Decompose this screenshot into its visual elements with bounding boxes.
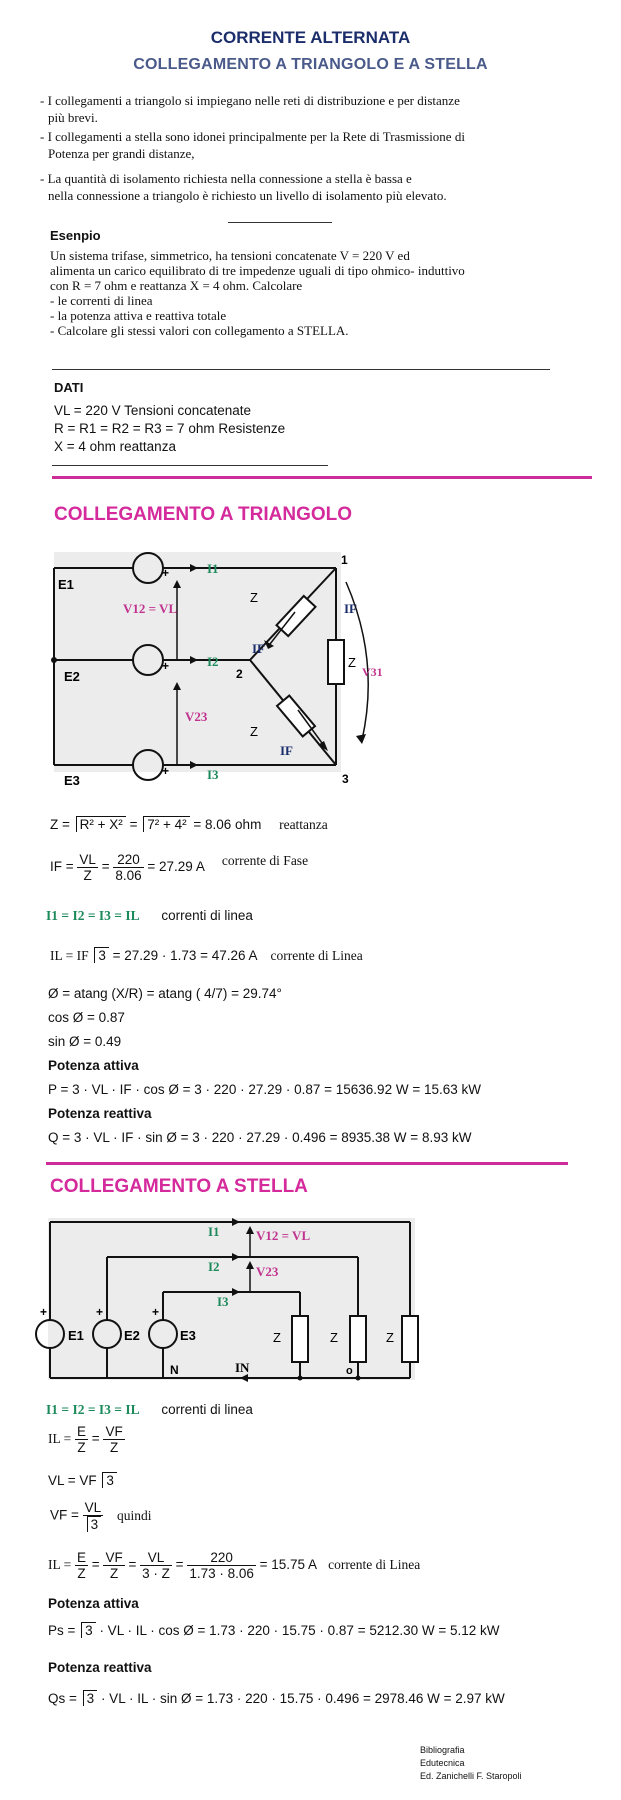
star-label-v12: V12 = VL: [256, 1228, 311, 1243]
label-if-right: IF: [344, 601, 357, 616]
formula-reactive-power: Q = 3 · VL · IF · sin Ø = 3 · 220 · 27.29 · 0.496 = 8935.38 W = 8.93 kW: [48, 1130, 472, 1145]
reactive-power-title: Potenza reattiva: [48, 1106, 152, 1121]
star-label-e3: E3: [180, 1328, 196, 1343]
star-plus-2: +: [96, 1305, 104, 1319]
star-circuit-diagram: [40, 1212, 430, 1387]
formula-sin: sin Ø = 0.49: [48, 1034, 122, 1049]
star-label-o: o: [346, 1365, 353, 1377]
divider-dati: [52, 465, 328, 466]
formula-line-currents: I1 = I2 = I3 = IL correnti di linea: [46, 908, 253, 923]
active-power-title: Potenza attiva: [48, 1058, 139, 1073]
label-node-2: 2: [236, 667, 243, 681]
example-text: Un sistema trifase, simmetrico, ha tensioni concatenate V = 220 V ed alimenta un carico equilibrato di tre impedenze uguali di tipo ohmico- induttivo con R = 7 ohm e reattanza X = 4 ohm. Calcolare - le correnti di linea - la potenza attiva e reattiva totale - Calcolare gli stessi valori con collegamento a STELLA.: [50, 248, 465, 338]
label-v23: V23: [185, 709, 208, 724]
intro-bullet-1: - I collegamenti a triangolo si impiegano nelle reti di distribuzione e per distanze più brevi.: [40, 93, 460, 125]
star-label-i1: I1: [208, 1224, 220, 1239]
label-e1: E1: [58, 577, 74, 592]
label-node-3: 3: [342, 772, 349, 786]
star-label-z3: Z: [386, 1330, 394, 1345]
star-label-in: IN: [235, 1360, 250, 1375]
section-separator: [52, 476, 592, 479]
label-plus-2: +: [162, 659, 170, 673]
label-node-1: 1: [341, 553, 348, 567]
star-reactive-power-title: Potenza reattiva: [48, 1660, 152, 1675]
triangle-circuit-diagram: [50, 540, 383, 790]
section-separator-2: [46, 1162, 568, 1165]
label-if-bottom: IF: [280, 743, 293, 758]
star-plus-1: +: [40, 1305, 48, 1319]
star-formula-active-power: Ps = 3 · VL · IL · cos Ø = 1.73 · 220 · 15.75 · 0.87 = 5212.30 W = 5.12 kW: [48, 1623, 500, 1638]
star-label-i3: I3: [217, 1294, 229, 1309]
bibliography: Bibliografia Edutecnica Ed. Zanichelli F. Staropoli: [420, 1745, 522, 1781]
star-label-i2: I2: [208, 1259, 220, 1274]
label-i2: I2: [207, 654, 219, 669]
formula-active-power: P = 3 · VL · IF · cos Ø = 3 · 220 · 27.29 · 0.87 = 15636.92 W = 15.63 kW: [48, 1082, 481, 1097]
label-z-right: Z: [348, 655, 356, 670]
label-if-top: IF: [252, 641, 265, 656]
star-label-z1: Z: [273, 1330, 281, 1345]
label-plus-3: +: [162, 764, 170, 778]
formula-if: IF = $\frac{VL}{Z}$ = $\frac{220}{8.06}$ = 27.29 A corrente di Fase: [50, 852, 309, 883]
label-v31: V31: [362, 665, 383, 679]
star-label-n: N: [170, 1363, 179, 1377]
star-formula-il: IL = $\frac{E}{Z}$ = $\frac{VF}{Z}$: [48, 1424, 123, 1455]
star-label-e2: E2: [124, 1328, 140, 1343]
divider-short: [228, 222, 332, 223]
dati-heading: DATI: [54, 380, 84, 395]
label-z-bottom: Z: [250, 724, 258, 739]
star-plus-3: +: [152, 1305, 160, 1319]
label-i1: I1: [207, 561, 219, 576]
formula-phi: Ø = atang (X/R) = atang ( 4/7) = 29.74°: [48, 986, 282, 1001]
star-formula-reactive-power: Qs = 3 · VL · IL · sin Ø = 1.73 · 220 · 15.75 · 0.496 = 2978.46 W = 2.97 kW: [48, 1691, 505, 1706]
formula-z: Z = R² + X² = 7² + 4² = 8.06 ohm reattanza: [50, 817, 328, 832]
dati-list: VL = 220 V Tensioni concatenate R = R1 = R2 = R3 = 7 ohm Resistenze X = 4 ohm reattanza: [54, 403, 286, 454]
divider-long: [52, 369, 550, 370]
star-label-v23: V23: [256, 1264, 279, 1279]
formula-il-value: IL = IF 3 = 27.29 · 1.73 = 47.26 A corrente di Linea: [50, 948, 363, 963]
example-heading: Esenpio: [50, 228, 101, 243]
star-section-title: COLLEGAMENTO A STELLA: [50, 1176, 308, 1197]
label-z-top: Z: [250, 590, 258, 605]
intro-bullet-3: - La quantità di isolamento richiesta nella connessione a stella è bassa e nella connessione a triangolo è richiesto un livello di isolamento più elevato.: [40, 171, 447, 203]
star-label-e1: E1: [68, 1328, 84, 1343]
star-label-z2: Z: [330, 1330, 338, 1345]
star-formula-vl: VL = VF 3: [48, 1472, 117, 1488]
label-e3: E3: [64, 773, 80, 788]
triangle-section-title: COLLEGAMENTO A TRIANGOLO: [54, 504, 353, 525]
intro-bullet-2: - I collegamenti a stella sono idonei principalmente per la Rete di Trasmissione di Potenza per grandi distanze,: [40, 129, 465, 161]
star-formula-vf: VF = $\frac{VL}{3}$ quindi: [50, 1500, 152, 1532]
star-line-currents: I1 = I2 = I3 = IL correnti di linea: [46, 1402, 253, 1417]
page-subtitle: COLLEGAMENTO A TRIANGOLO E A STELLA: [133, 56, 488, 73]
diagram-background: [54, 552, 341, 772]
star-active-power-title: Potenza attiva: [48, 1596, 139, 1611]
label-e2: E2: [64, 669, 80, 684]
star-formula-il-value: IL = $\frac{E}{Z}$ = $\frac{VF}{Z}$ = $\frac{VL}{3 \cdot Z}$ = $\frac{220}{1.73 \cdot 8.06}$ = 15.75 A corrente di Linea: [48, 1550, 421, 1581]
label-i3: I3: [207, 767, 219, 782]
formula-cos: cos Ø = 0.87: [48, 1010, 125, 1025]
label-plus-1: +: [162, 566, 170, 580]
page-title: CORRENTE ALTERNATA: [210, 28, 411, 47]
label-v12: V12 = VL: [123, 601, 178, 616]
